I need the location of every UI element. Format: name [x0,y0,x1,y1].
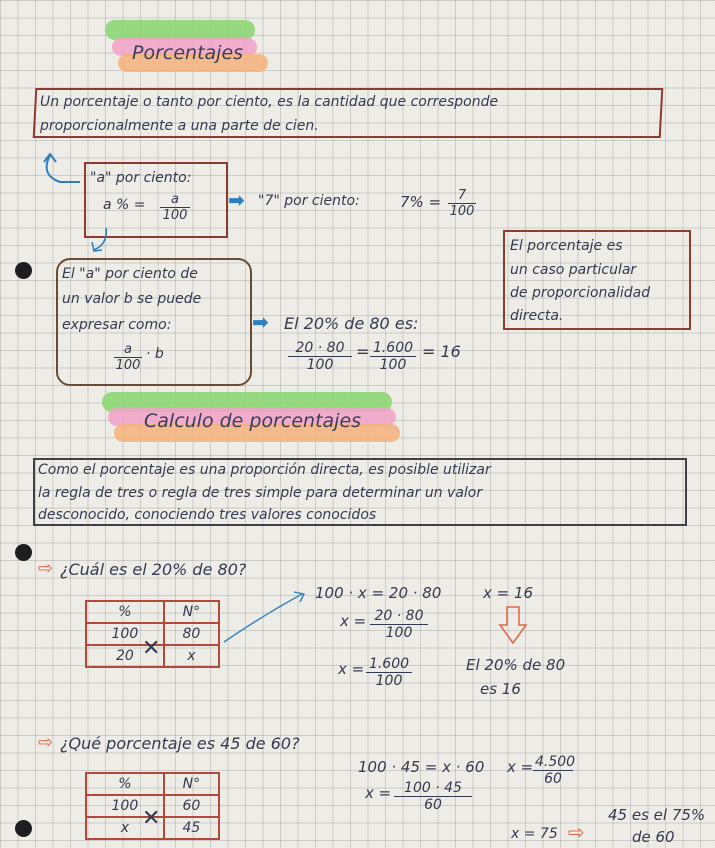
q1-eq3-fraction [366,656,412,689]
q2-conclusion-1: 45 es el 75% [608,806,706,824]
fraction-numerator: 20 · 80 [370,608,428,625]
fraction-denominator: 100 [449,204,475,219]
example-fraction-1 [288,340,352,373]
q1-result: x = 16 [483,584,534,602]
q2-eq2-fraction [394,780,472,813]
note-line-1: El porcentaje es [510,238,623,254]
of-value-line-1: El "a" por ciento de [62,266,198,282]
q2-eq2-lhs: x = [365,784,392,802]
q2-eq1: 100 · 45 = x · 60 [358,758,485,776]
method-line-3: desconocido, conociendo tres valores conocidos [38,507,377,523]
method-line-2: la regla de tres o regla de tres simple para determinar un valor [38,485,483,501]
table-cell: x [164,645,219,667]
question-1: ¿Cuál es el 20% de 80? [60,560,247,579]
fraction-numerator: a [160,192,190,208]
table-cell: % [86,773,164,795]
example-fraction [448,188,476,219]
fraction-numerator: a [114,342,142,358]
table-cell: 20 [86,645,164,667]
question-arrow-icon: ⇨ [38,732,54,753]
notation-lhs: a % = [103,197,146,213]
pointer-line [222,586,322,646]
fraction-denominator: 100 [375,673,403,689]
curved-arrow-icon [40,150,90,190]
definition-line-2: proporcionalmente a una parte de cien. [40,118,319,134]
note-line-4: directa. [510,308,564,324]
notation-label: "a" por ciento: [90,170,192,186]
fraction-denominator: 100 [379,357,407,373]
down-arrow-icon [498,605,528,645]
q2-eq3-lhs: x = [507,758,534,776]
q1-eq2-fraction [370,608,428,641]
table-cell: 60 [164,795,219,817]
q1-conclusion-2: es 16 [480,680,521,698]
fraction-denominator: 60 [544,771,562,787]
q1-conclusion-1: El 20% de 80 [466,656,566,674]
definition-line-1: Un porcentaje o tanto por ciento, es la cantidad que corresponde [40,94,499,110]
fraction-denominator: 60 [424,797,442,813]
equals-sign: = [356,342,370,361]
example-fraction-2 [370,340,416,373]
question-2: ¿Qué porcentaje es 45 de 60? [60,734,300,753]
of-value-fraction [114,342,142,373]
q2-result: x = 75 [511,826,558,842]
fraction-denominator: 100 [162,208,188,223]
note-line-3: de proporcionalidad [510,285,651,301]
of-value-line-2: un valor b se puede [62,291,202,307]
note-line-2: un caso particular [510,262,637,278]
method-line-1: Como el porcentaje es una proporción directa, es posible utilizar [38,462,491,478]
q2-eq3-fraction [533,754,576,787]
fraction-denominator: 100 [385,625,413,641]
highlight-green [105,20,255,40]
table-cell: N° [164,773,219,795]
example-label: "7" por ciento: [258,193,360,209]
q1-eq3-lhs: x = [338,660,365,678]
question-arrow-icon: ⇨ [38,558,54,579]
notation-fraction [160,192,190,223]
table-cell: % [86,601,164,623]
table-cell: 100 [86,623,164,645]
fraction-numerator: 1.600 [366,656,412,673]
page-title: Porcentajes [132,42,244,64]
right-arrow-icon: ➡ [252,310,269,334]
q1-eq1: 100 · x = 20 · 80 [315,584,442,602]
binder-hole [15,262,32,279]
fraction-numerator: 1.600 [370,340,416,357]
table-cell: x [86,817,164,839]
q1-eq2-lhs: x = [340,612,367,630]
table-cell: 100 [86,795,164,817]
binder-hole [15,544,32,561]
fraction-numerator: 20 · 80 [288,340,352,357]
example-result: = 16 [422,342,461,361]
fraction-numerator: 100 · 45 [394,780,472,797]
right-arrow-icon: ⇨ [568,820,585,844]
fraction-denominator: 100 [115,358,141,373]
table-cell: N° [164,601,219,623]
table-cell: 80 [164,623,219,645]
example-title: El 20% de 80 es: [284,314,419,333]
table-cell: 45 [164,817,219,839]
example-lhs: 7% = [400,193,442,211]
cross-multiply-icon: ✕ [142,636,161,661]
fraction-numerator: 7 [448,188,476,204]
right-arrow-icon: ➡ [228,188,245,212]
of-value-line-3: expresar como: [62,317,172,333]
fraction-denominator: 100 [306,357,334,373]
of-value-times: · b [146,346,164,362]
down-arrow-icon [86,226,116,256]
fraction-numerator: 4.500 [535,754,576,770]
cross-multiply-icon: ✕ [142,806,161,831]
q2-conclusion-2: de 60 [632,828,675,846]
binder-hole [15,820,32,837]
section-title: Calculo de porcentajes [144,410,362,432]
